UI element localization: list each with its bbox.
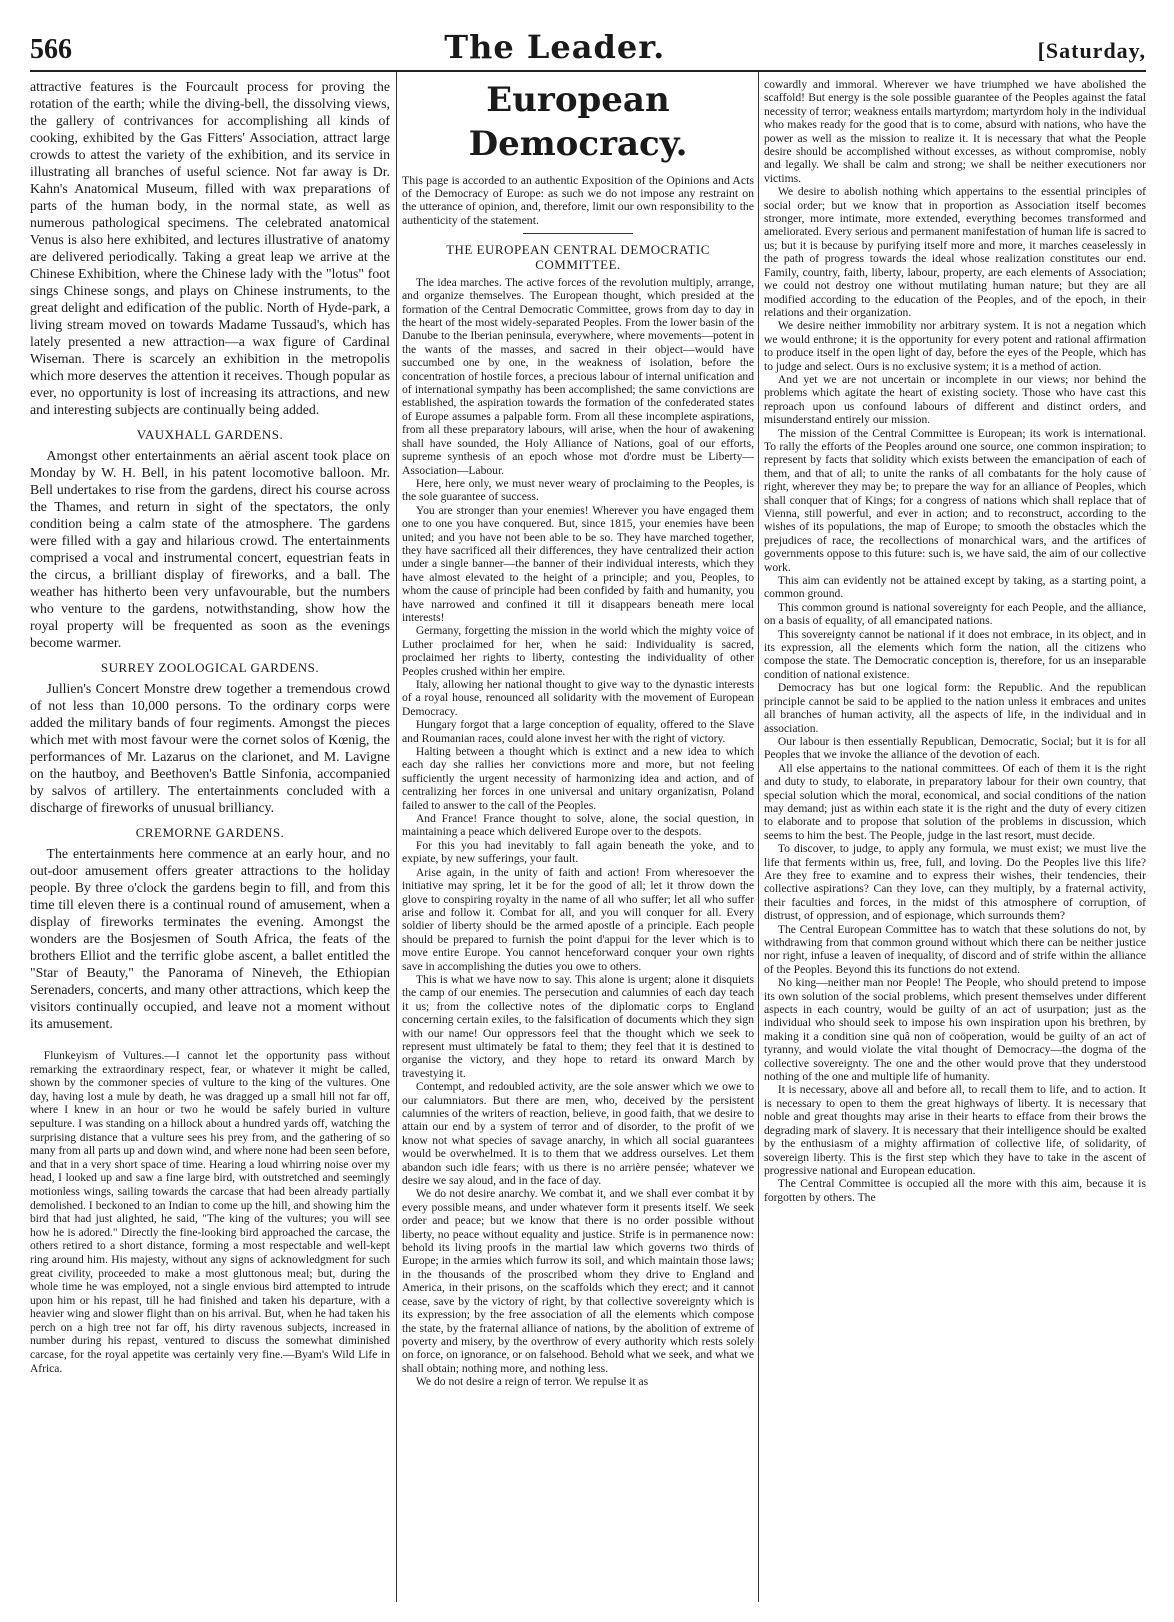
article-paragraph: Germany, forgetting the mission in the world which the mighty voice of Luther proclaimed for her, when he said: Individuality is sacred, proclaimed her rights to liberty, contesting the individuality of other Peoples crushed within her empire. bbox=[402, 624, 754, 678]
article-paragraph: This is what we have now to say. This alone is urgent; alone it disquiets the camp of our enemies. The persecution and calumnies of each day teach it us; from the collective notes of the diplomatic corps to England concerning certain exiles, to the falsification of documents which they sign with our name! Our oppressors feel that the thought which we seek to represent must ultimately be fatal to them; they feel that it is destined to organise the victory, and they hope to retard its onward March by travestying it. bbox=[402, 972, 754, 1080]
article-paragraph: Hungary forgot that a large conception of equality, offered to the Slave and Roumanian races, could alone invest her with the right of victory. bbox=[402, 718, 754, 745]
article-paragraph: It is necessary, above all and before all, to recall them to life, and to action. It is necessary to open to them the great highways of liberty. It is necessary that noble and great thoughts may arise in their hearts to efface from their brows the degrading mark of slavery. It is necessary that their intelligence should be exalted by the enthusiasm of a mighty affirmation of collective life, of solidarity, of sovereign liberty. This is the first step which they have to take in the ascent of progressive national and European education. bbox=[764, 1083, 1146, 1177]
section-title: European Democracy. bbox=[468, 80, 688, 164]
article-paragraph: Amongst other entertainments an aërial ascent took place on Monday by W. H. Bell, in his patent locomotive balloon. Mr. Bell undertakes to rise from the gardens, direct his course across the Thames, and return in sight of the spectators, the only condition being a calm state of the atmosphere. The gardens were filled with a gay and hilarious crowd. The entertainments comprised a vocal and instrumental concert, equestrian feats in the circus, a brilliant display of fireworks, and a ball. The weather has hitherto been very unfavourable, but the numbers who venture to the gardens, notwithstanding, show how the royal property will be frequented as soon as the evenings become warmer. bbox=[30, 448, 390, 650]
article-paragraph: No king—neither man nor People! The People, who should pretend to impose its own solution of the social problems, which present themselves under different aspects in each country, would be guilty of an act of usurpation; just as the individual who should seek to impose his own inspiration upon his brethren, by making it a condition sine quâ non of coöperation, would be guilty of an act of tyranny, and would violate the vital thought of Democracy—the dogma of the collective sovereignty. The one and the other would prove that they understood nothing of the one and multiple life of humanity. bbox=[764, 976, 1146, 1084]
section-heading: SURREY ZOOLOGICAL GARDENS. bbox=[100, 660, 320, 675]
article-paragraph: Democracy has but one logical form: the Republic. And the republican principle cannot be said to be applied to the nation unless it embraces and unites all branches of human activity, all the aspects of life, in the individual and in association. bbox=[764, 681, 1146, 735]
divider bbox=[523, 233, 633, 234]
article-paragraph: To discover, to judge, to apply any formula, we must exist; we must live the life that ferments within us, free, full, and loving. Do the Peoples live this life? Are they free to examine and to express their wishes, their tendencies, their collective aspirations? Can they love, can they multiply, by a fraternal activity, their faculties and forces, in the midst of this atmosphere of corruption, of distrust, of oppression, and of espionage, which surrounds them? bbox=[764, 842, 1146, 923]
article-paragraph: Italy, allowing her national thought to give way to the dynastic interests of a royal house, renounced all solidarity with the movement of European Democracy. bbox=[402, 678, 754, 718]
article-paragraph: And France! France thought to solve, alone, the social question, in maintaining a peace which delivered Europe over to the despots. bbox=[402, 812, 754, 839]
column-left bbox=[30, 78, 390, 1602]
article-paragraph: Contempt, and redoubled activity, are the sole answer which we owe to our calumniators. But there are men, who, deceived by the persistent calumnies of the writers of reaction, believe, in good faith, that we desire to attain our end by a system of terror and of disorder, to the profit of we know not what species of savage anarchy, in which all social guarantees would be overwhelmed. It is to them that we address ourselves. Let them abandon such idle fears; with us there is no arrière pensée; whatever we desire we say aloud, and in the face of day. bbox=[402, 1080, 754, 1188]
article-paragraph: And yet we are not uncertain or incomplete in our views; nor behind the problems which agitate the heart of existing society. Those who have cast this reproach upon us confound labours of different and distinct orders, and misunderstand entirely our mission. bbox=[764, 372, 1146, 427]
masthead bbox=[30, 28, 1146, 68]
article-paragraph: This aim can evidently not be attained except by taking, as a starting point, a common ground. bbox=[764, 574, 1146, 601]
article-paragraph: The Central Committee is occupied all the more with this aim, because it is forgotten by others. The bbox=[764, 1177, 1146, 1204]
masthead-rule bbox=[30, 70, 1146, 72]
article-paragraph: We desire neither immobility nor arbitrary system. It is not a negation which we would enthrone; it is the opportunity for every potent and rational affirmation to produce itself in the open light of day, before the eyes of the People, which has to judge and select. Ours is no exclusive system; it is a method of action. bbox=[764, 319, 1146, 373]
article-paragraph: You are stronger than your enemies! Wherever you have engaged them one to one you have conquered. But, since 1815, your enemies have been united; and you have not been able to be so. They have marched together, they have sacrificed all their differences, they have centralized their action under a single banner—the banner of their individual interests, which they have almost elevated to the height of a principle; and you, Peoples, to whom the cause of principle had been confided by faith and humanity, you have narrowed and confined it till it disappears beneath mere local interests! bbox=[402, 503, 754, 624]
article-paragraph: The idea marches. The active forces of the revolution multiply, arrange, and organize themselves. The European thought, which presided at the formation of the Central Democratic Committee, grows from day to day in the heart of the most widely-separated Peoples. From the lower basin of the Danube to the Iberian peninsula, everywhere, where movements—potent in the wants of the masses, and sacred in their object—would have succumbed one by one, in the weakness of isolation, before the concentration of hostile forces, a precious labour of internal unification and of international sympathy has been accomplished; the same convictions are established, the aspiration towards the formation of the confederated states of Europe assumes a palpable form. From all these incomplete aspirations, from all these preparatory labours, will arise, when the hour of awakening shall have sounded, the Holy Alliance of Nations, goal of our efforts, supreme synthesis of an epoch whose mot d'ordre must be Liberty—Association—Labour. bbox=[402, 275, 754, 477]
article-paragraph: This sovereignty cannot be national if it does not embrace, in its object, and in its expression, all the elements which form the nation, all the citizens who compose the state. The Democratic conception is, therefore, for us an inseparable condition of national existence. bbox=[764, 627, 1146, 681]
article-paragraph: All else appertains to the national committees. Of each of them it is the right and duty to study, to elaborate, in preparatory labour for their own country, that special solution which the moral, economical, and social conditions of the nation may demand; just as within each state it is the right and the duty of every citizen to elaborate and to propose that solution of the problems in discussion, which seems to him the best. The People, judge in the last resort, must decide. bbox=[764, 761, 1146, 842]
anecdote-paragraph: Flunkeyism of Vultures.—I cannot let the opportunity pass without remarking the extraordinary respect, fear, or whatever it might be called, shown by the commoner species of vulture to the king of the vultures. One day, having lost a mule by death, he was dragged up a small hill not far off, where I knew in an hour or two he would be safely buried in vulture sepulture. I was standing on a hillock about a hundred yards off, watching the surprising distance that a vulture sees his prey from, and the gathering of so many from all parts up and down wind, and where none had been seen before, and that in a very short space of time. Hearing a loud whirring noise over my head, I looked up and saw a fine large bird, with outstretched and seemingly motionless wings, sailing towards the carcase that had been already partially demolished. I beckoned to an Indian to come up the hill, and showing him the bird that had just alighted, he said, "The king of the vultures; you will see how he is adored." Directly the fine-looking bird approached the carcase, the others retired to a short distance, forming a most respectable and well-kept ring around him. His majesty, without any signs of acknowledgment for such great civility, proceeded to make a most gluttonous meal; but, during the whole time he was employed, not a single envious bird attempted to intrude upon him or his repast, till he had finished and taken his departure, with a heavier wing and slower flight than on his arrival. But, when he had taken his perch on a high tree not far off, his dirty ravenous subjects, increased in number during his repast, ventured to discuss the somewhat diminished carcase, for the royal appetite was certainly very fine.—Byam's Wild Life in Africa. bbox=[30, 1050, 390, 1375]
article-paragraph: We do not desire anarchy. We combat it, and we shall ever combat it by every possible means, and under whatever form it presents itself. We seek order and peace; but we know that there is no order possible without liberty, no peace without equality and justice. Strife is in permanence now: behold its living proofs in the martial law which governs two thirds of Europe; in the armies which furrow its soil, and which maintain those laws; in the thousands of the proscribed whom they drive to England and America, in their prisons, on the scaffolds which they erect; and it cannot cease, save by the victory of right, by that collective sovereignty which is its expression; by the free association of all the elements which compose the state, by the fraternal alliance of nations, by the abolition of extreme of poverty and misery, by the overthrow of every authority which rests solely on force, on ignorance, or on falsehood. Behold what we seek, and what we shall obtain; nothing more, and nothing less. bbox=[402, 1187, 754, 1375]
article-paragraph: We desire to abolish nothing which appertains to the essential principles of social order; but we know that in proportion as Association itself becomes stronger, more intimate, more extended, everything becomes transformed and ameliorated. Every serious and permanent manifestation of human life is sacred to us; but it is because by purifying itself more and more, it marches ceaselessly in the path of progress towards the ideal whose realization constitutes our end. Family, country, faith, liberty, labour, property, are each elements of Association; we could not destroy one without mutilating human nature; but they are all modified according to the education of the Peoples, and of the epoch, in their relations and their organization. bbox=[764, 185, 1146, 319]
column-center bbox=[402, 78, 754, 1602]
column-rule bbox=[758, 72, 759, 1602]
column-rule bbox=[396, 72, 397, 1602]
page-number: 566 bbox=[30, 34, 72, 65]
article-paragraph: Arise again, in the unity of faith and action! From wheresoever the initiative may spring, let it be for the good of all; let it throw down the glove to conspiring royalty in the name of all who suffer; let all who suffer arise and follow it. Combat for all, and you will conquer for all. Every soldier of liberty should be the armed apostle of a principle. Each people should be prepared to furnish the point d'appui for the lever which is to move entire Europe. You cannot henceforward conquer your own rights save in accomplishing the duties you owe to others. bbox=[402, 865, 754, 973]
article-paragraph: The entertainments here commence at an early hour, and no out-door amusement offers greater attractions to the holiday people. By three o'clock the gardens begin to fill, and from this time till eleven there is a continual round of amusement, when a display of fireworks terminates the evening. Amongst the wonders are the Bosjesmen of South Africa, the feats of the brothers Elliot and the terrific globe ascent, a ballet entitled the "Star of Beauty," the Panorama of Nineveh, the Ethiopian Serenaders, concerts, and many other attractions, which keep the visitors continually occupied, and leave not a moment without its amusement. bbox=[30, 846, 390, 1031]
article-paragraph: cowardly and immoral. Wherever we have triumphed we have abolished the scaffold! But energy is the sole possible guarantee of the Peoples against the fatal necessity of terror; weakness entails martyrdom; martyrdom holy in the individual who makes ready for the good that is to come, absurd with nations, who have the power as well as the mission to realize it. It is necessary that what the People desire should be accomplished without excesses, as without compromise, nobly and legally. We shall be calm and strong; we shall be neither executioners nor victims. bbox=[764, 78, 1146, 185]
article-paragraph: This common ground is national sovereignty for each People, and the alliance, on a basis of equality, of all emancipated nations. bbox=[764, 600, 1146, 628]
section-heading: THE EUROPEAN CENTRAL DEMOCRATIC COMMITTEE. bbox=[446, 241, 710, 272]
column-right bbox=[764, 78, 1146, 1602]
section-heading: CREMORNE GARDENS. bbox=[135, 825, 285, 840]
article-paragraph: Jullien's Concert Monstre drew together a tremendous crowd of not less than 10,000 persons. To the ordinary corps were added the military bands of four regiments. Amongst the pieces which met with most favour were the cornet solos of Kœnig, the performances of Mr. Lazarus on the clarionet, and M. Lavigne on the hautboy, and Beethoven's Battle Sinfonia, accompanied by salvos of artillery. The entertainments concluded with a discharge of fireworks of unusual brilliancy. bbox=[30, 681, 390, 815]
article-paragraph: Our labour is then essentially Republican, Democratic, Social; but it is for all Peoples that we invoke the alliance of the devotion of each. bbox=[764, 734, 1146, 762]
article-paragraph: For this you had inevitably to fall again beneath the yoke, and to expiate, by new sufferings, your fault. bbox=[402, 838, 754, 866]
editorial-note: This page is accorded to an authentic Exposition of the Opinions and Acts of the Democracy of Europe: as such we do not impose any restraint on the utterance of opinion, and, therefore, limit our own responsibility to the authenticity of the statement. bbox=[402, 173, 754, 227]
article-paragraph: The Central European Committee has to watch that these solutions do not, by withdrawing from that common ground without which there can be neither justice nor right, infuse a leaven of inequality, of discord and of strife within the alliance of the Peoples. Beyond this its functions do not extend. bbox=[764, 922, 1146, 976]
article-paragraph: Here, here only, we must never weary of proclaiming to the Peoples, is the sole guarantee of success. bbox=[402, 476, 754, 504]
newspaper-title: The Leader. bbox=[444, 28, 666, 66]
article-paragraph: The mission of the Central Committee is European; its work is international. To rally the efforts of the Peoples around one source, one common inspiration; to represent by facts that solidity which exists between the emancipation of each of them, and that of all; to unite the ranks of all combatants for the holy cause of right, wherever they may be; to prepare the way for an alliance of Peoples, which shall conquer that of Kings; for a congress of nations which shall replace that of Vienna, still powerful, and ever in action; and to reconstruct, according to the wishes of its populations, the map of Europe; to smooth the obstacles which the prejudices of race, the recollections of monarchical wars, and the artifices of governments oppose to this future: such is, we have said, the aim of our collective work. bbox=[764, 426, 1146, 574]
article-paragraph: Halting between a thought which is extinct and a new idea to which each day she rallies her convictions more and more, but not feeling sufficiently the urgent necessity of harmonizing idea and action, and of centralizing her forces in one universal and unitary organizatisn, Poland failed to answer to the call of the Peoples. bbox=[402, 745, 754, 812]
section-heading: VAUXHALL GARDENS. bbox=[136, 427, 284, 442]
issue-day: [Saturday, bbox=[1037, 38, 1146, 63]
article-paragraph: We do not desire a reign of terror. We repulse it as bbox=[415, 1375, 649, 1389]
article-paragraph: attractive features is the Fourcault process for proving the rotation of the earth; while the diving-bell, the dissolving views, the gallery of contrivances for accomplishing all kinds of cooking, exhibited by the Gas Fitters' Association, attract large crowds to attest the variety of the exhibition, and its service in illustrating all branches of useful science. Not far away is Dr. Kahn's Anatomical Museum, filled with wax preparations of parts of the human body, in the normal state, as well as numerous pathological specimens. The celebrated anatomical Venus is also here exhibited, and lectures illustrative of anatomy are delivered periodically. Taking a great leap we arrive at the Chinese Exhibition, where the Chinese lady with the "lotus" foot sings Chinese songs, and plays on Chinese instruments, to the great delight and edification of the public. North of Hyde-park, a living stream moved on towards Madame Tussaud's, which has lately presented a new attraction—a wax figure of Cardinal Wiseman. There is scarcely an exhibition in the metropolis which more deserves the attention it receives. Though popular as ever, no opportunity is lost of increasing its attractions, and new and interesting subjects are continually being added. bbox=[30, 79, 390, 417]
